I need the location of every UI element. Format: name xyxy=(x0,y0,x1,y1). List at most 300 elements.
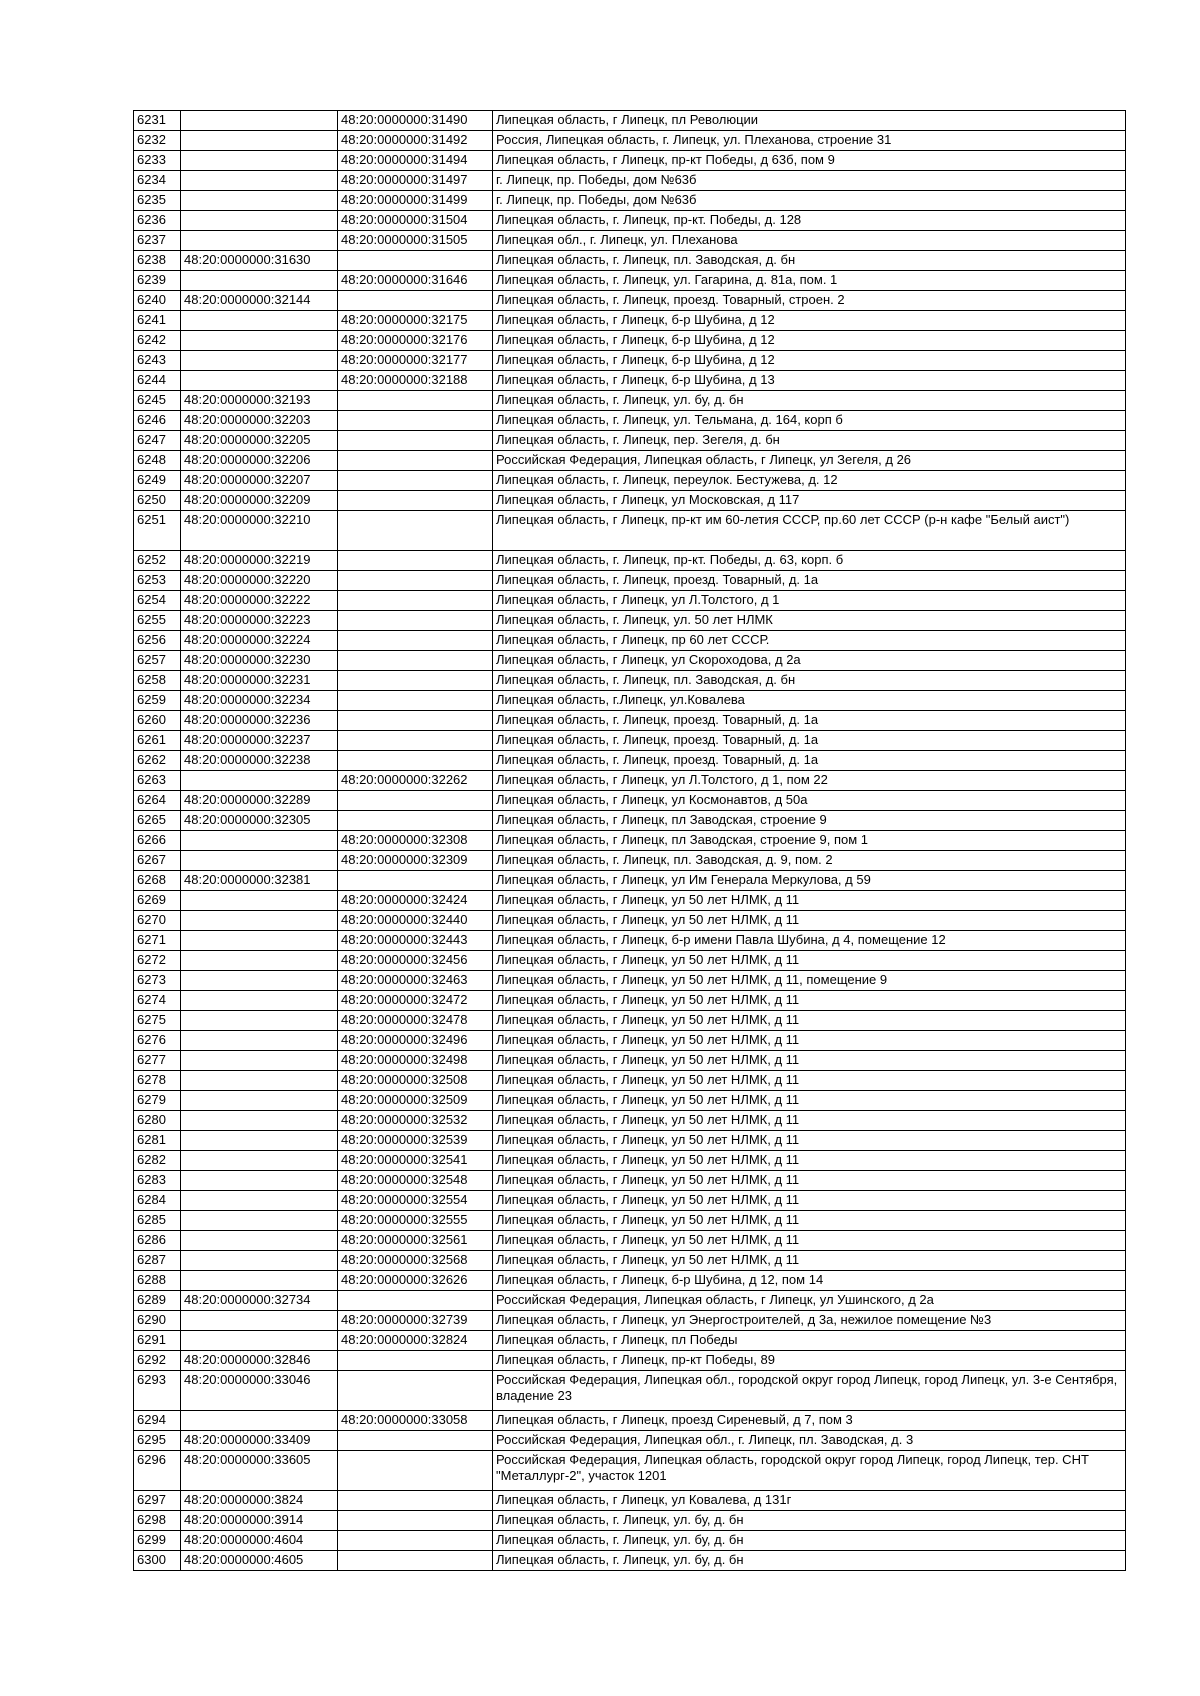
table-row xyxy=(134,1171,1126,1191)
table-row xyxy=(134,851,1126,871)
row-number-cell: 6243 xyxy=(134,351,181,371)
address-cell: г. Липецк, пр. Победы, дом №63б xyxy=(493,191,1126,211)
table-row xyxy=(134,631,1126,651)
table-row xyxy=(134,591,1126,611)
table-row xyxy=(134,891,1126,911)
cadastral-number-cell: 48:20:0000000:32205 xyxy=(181,431,338,451)
row-number-cell: 6295 xyxy=(134,1431,181,1451)
row-number-cell: 6288 xyxy=(134,1271,181,1291)
object-cadastral-number-cell xyxy=(338,551,493,571)
cadastral-number-cell xyxy=(181,351,338,371)
cadastral-number-cell xyxy=(181,771,338,791)
object-cadastral-number-cell xyxy=(338,1291,493,1311)
table-row xyxy=(134,1151,1126,1171)
address-cell: Липецкая область, г Липецк, ул 50 лет НЛМК, д 11 xyxy=(493,1051,1126,1071)
table-row xyxy=(134,331,1126,351)
cadastral-number-cell: 48:20:0000000:32846 xyxy=(181,1351,338,1371)
address-cell: Липецкая область, г. Липецк, ул. бу, д. бн xyxy=(493,1551,1126,1571)
cadastral-number-cell: 48:20:0000000:3824 xyxy=(181,1491,338,1511)
row-number-cell: 6259 xyxy=(134,691,181,711)
address-cell: Липецкая область, г. Липецк, ул. 50 лет НЛМК xyxy=(493,611,1126,631)
cadastral-number-cell: 48:20:0000000:32207 xyxy=(181,471,338,491)
address-cell: Липецкая область, г. Липецк, пл. Заводская, д. бн xyxy=(493,671,1126,691)
row-number-cell: 6244 xyxy=(134,371,181,391)
address-cell: Липецкая область, г Липецк, ул 50 лет НЛМК, д 11 xyxy=(493,1151,1126,1171)
address-cell: Липецкая область, г Липецк, ул Скороходова, д 2а xyxy=(493,651,1126,671)
cadastral-number-cell: 48:20:0000000:33046 xyxy=(181,1371,338,1411)
address-cell: Российская Федерация, Липецкая область, г Липецк, ул Ушинского, д 2а xyxy=(493,1291,1126,1311)
row-number-cell: 6260 xyxy=(134,711,181,731)
object-cadastral-number-cell xyxy=(338,471,493,491)
cadastral-number-cell: 48:20:0000000:32209 xyxy=(181,491,338,511)
address-cell: Липецкая обл., г. Липецк, ул. Плеханова xyxy=(493,231,1126,251)
object-cadastral-number-cell: 48:20:0000000:31494 xyxy=(338,151,493,171)
cadastral-number-cell xyxy=(181,1051,338,1071)
row-number-cell: 6277 xyxy=(134,1051,181,1071)
object-cadastral-number-cell xyxy=(338,571,493,591)
address-cell: Липецкая область, г Липецк, проезд Сиреневый, д 7, пом 3 xyxy=(493,1411,1126,1431)
cadastral-number-cell xyxy=(181,1271,338,1291)
cadastral-number-cell xyxy=(181,1171,338,1191)
row-number-cell: 6255 xyxy=(134,611,181,631)
table-row xyxy=(134,1531,1126,1551)
row-number-cell: 6290 xyxy=(134,1311,181,1331)
address-cell: Липецкая область, г Липецк, ул 50 лет НЛМК, д 11 xyxy=(493,1211,1126,1231)
cadastral-number-cell: 48:20:0000000:33605 xyxy=(181,1451,338,1491)
object-cadastral-number-cell: 48:20:0000000:32456 xyxy=(338,951,493,971)
address-cell: Липецкая область, г. Липецк, ул. Тельмана, д. 164, корп б xyxy=(493,411,1126,431)
row-number-cell: 6271 xyxy=(134,931,181,951)
row-number-cell: 6247 xyxy=(134,431,181,451)
address-cell: Липецкая область, г Липецк, ул 50 лет НЛМК, д 11 xyxy=(493,1171,1126,1191)
table-row xyxy=(134,311,1126,331)
cadastral-number-cell: 48:20:0000000:32381 xyxy=(181,871,338,891)
address-cell: Липецкая область, г. Липецк, ул. бу, д. бн xyxy=(493,1531,1126,1551)
table-row xyxy=(134,1291,1126,1311)
object-cadastral-number-cell xyxy=(338,871,493,891)
object-cadastral-number-cell xyxy=(338,1431,493,1451)
address-cell: Липецкая область, г. Липецк, проезд. Товарный, строен. 2 xyxy=(493,291,1126,311)
row-number-cell: 6280 xyxy=(134,1111,181,1131)
address-cell: Липецкая область, г. Липецк, переулок. Бестужева, д. 12 xyxy=(493,471,1126,491)
cadastral-number-cell xyxy=(181,1131,338,1151)
cadastral-number-cell xyxy=(181,171,338,191)
row-number-cell: 6238 xyxy=(134,251,181,271)
object-cadastral-number-cell: 48:20:0000000:31646 xyxy=(338,271,493,291)
address-cell: Липецкая область, г Липецк, ул Энергостроителей, д 3а, нежилое помещение №3 xyxy=(493,1311,1126,1331)
object-cadastral-number-cell: 48:20:0000000:32309 xyxy=(338,851,493,871)
address-cell: Липецкая область, г. Липецк, проезд. Товарный, д. 1а xyxy=(493,571,1126,591)
table-row xyxy=(134,1271,1126,1291)
object-cadastral-number-cell xyxy=(338,1451,493,1491)
object-cadastral-number-cell xyxy=(338,751,493,771)
table-row xyxy=(134,1131,1126,1151)
cadastral-number-cell xyxy=(181,191,338,211)
object-cadastral-number-cell xyxy=(338,511,493,551)
row-number-cell: 6264 xyxy=(134,791,181,811)
table-row xyxy=(134,1451,1126,1491)
cadastral-register-table xyxy=(133,110,1126,1571)
address-cell: Липецкая область, г Липецк, б-р Шубина, д 13 xyxy=(493,371,1126,391)
row-number-cell: 6235 xyxy=(134,191,181,211)
row-number-cell: 6266 xyxy=(134,831,181,851)
address-cell: Липецкая область, г Липецк, ул Л.Толстого, д 1 xyxy=(493,591,1126,611)
cadastral-number-cell: 48:20:0000000:32203 xyxy=(181,411,338,431)
cadastral-number-cell: 48:20:0000000:32305 xyxy=(181,811,338,831)
row-number-cell: 6263 xyxy=(134,771,181,791)
cadastral-number-cell xyxy=(181,1091,338,1111)
cadastral-number-cell xyxy=(181,1411,338,1431)
object-cadastral-number-cell: 48:20:0000000:32424 xyxy=(338,891,493,911)
cadastral-number-cell xyxy=(181,231,338,251)
row-number-cell: 6242 xyxy=(134,331,181,351)
cadastral-number-cell: 48:20:0000000:32234 xyxy=(181,691,338,711)
object-cadastral-number-cell: 48:20:0000000:32541 xyxy=(338,1151,493,1171)
table-row xyxy=(134,791,1126,811)
object-cadastral-number-cell xyxy=(338,1511,493,1531)
table-row xyxy=(134,711,1126,731)
object-cadastral-number-cell xyxy=(338,691,493,711)
table-row xyxy=(134,571,1126,591)
row-number-cell: 6289 xyxy=(134,1291,181,1311)
table-row xyxy=(134,1491,1126,1511)
address-cell: Липецкая область, г Липецк, б-р Шубина, д 12 xyxy=(493,351,1126,371)
address-cell: Российская Федерация, Липецкая область, городской округ город Липецк, город Липецк, тер. СНТ "Металлург-2", участок 1201 xyxy=(493,1451,1126,1491)
row-number-cell: 6275 xyxy=(134,1011,181,1031)
cadastral-number-cell: 48:20:0000000:32236 xyxy=(181,711,338,731)
address-cell: Липецкая область, г Липецк, ул 50 лет НЛМК, д 11 xyxy=(493,911,1126,931)
cadastral-number-cell xyxy=(181,1311,338,1331)
table-row xyxy=(134,191,1126,211)
table-body xyxy=(134,111,1126,1571)
cadastral-number-cell: 48:20:0000000:4605 xyxy=(181,1551,338,1571)
table-row xyxy=(134,1071,1126,1091)
table-row xyxy=(134,291,1126,311)
table-row xyxy=(134,831,1126,851)
row-number-cell: 6287 xyxy=(134,1251,181,1271)
row-number-cell: 6294 xyxy=(134,1411,181,1431)
address-cell: Липецкая область, г Липецк, б-р Шубина, д 12 xyxy=(493,311,1126,331)
table-row xyxy=(134,911,1126,931)
table-row xyxy=(134,671,1126,691)
cadastral-number-cell: 48:20:0000000:32219 xyxy=(181,551,338,571)
row-number-cell: 6285 xyxy=(134,1211,181,1231)
cadastral-number-cell xyxy=(181,1071,338,1091)
object-cadastral-number-cell: 48:20:0000000:32548 xyxy=(338,1171,493,1191)
object-cadastral-number-cell: 48:20:0000000:32176 xyxy=(338,331,493,351)
address-cell: Липецкая область, г Липецк, пл Победы xyxy=(493,1331,1126,1351)
table-row xyxy=(134,751,1126,771)
cadastral-number-cell xyxy=(181,911,338,931)
cadastral-number-cell: 48:20:0000000:33409 xyxy=(181,1431,338,1451)
address-cell: г. Липецк, пр. Победы, дом №63б xyxy=(493,171,1126,191)
cadastral-number-cell xyxy=(181,1251,338,1271)
cadastral-number-cell xyxy=(181,991,338,1011)
row-number-cell: 6268 xyxy=(134,871,181,891)
table-row xyxy=(134,991,1126,1011)
row-number-cell: 6232 xyxy=(134,131,181,151)
cadastral-number-cell xyxy=(181,311,338,331)
object-cadastral-number-cell xyxy=(338,671,493,691)
object-cadastral-number-cell: 48:20:0000000:32478 xyxy=(338,1011,493,1031)
row-number-cell: 6282 xyxy=(134,1151,181,1171)
row-number-cell: 6254 xyxy=(134,591,181,611)
table-row xyxy=(134,511,1126,551)
object-cadastral-number-cell xyxy=(338,1551,493,1571)
object-cadastral-number-cell: 48:20:0000000:31497 xyxy=(338,171,493,191)
table-row xyxy=(134,1251,1126,1271)
row-number-cell: 6257 xyxy=(134,651,181,671)
table-row xyxy=(134,231,1126,251)
row-number-cell: 6234 xyxy=(134,171,181,191)
object-cadastral-number-cell: 48:20:0000000:32824 xyxy=(338,1331,493,1351)
address-cell: Липецкая область, г. Липецк, пр-кт. Победы, д. 63, корп. б xyxy=(493,551,1126,571)
cadastral-number-cell: 48:20:0000000:32223 xyxy=(181,611,338,631)
address-cell: Липецкая область, г Липецк, пл Заводская, строение 9 xyxy=(493,811,1126,831)
row-number-cell: 6279 xyxy=(134,1091,181,1111)
cadastral-number-cell xyxy=(181,1231,338,1251)
row-number-cell: 6250 xyxy=(134,491,181,511)
row-number-cell: 6246 xyxy=(134,411,181,431)
object-cadastral-number-cell: 48:20:0000000:31504 xyxy=(338,211,493,231)
row-number-cell: 6274 xyxy=(134,991,181,1011)
row-number-cell: 6286 xyxy=(134,1231,181,1251)
table-row xyxy=(134,1191,1126,1211)
row-number-cell: 6296 xyxy=(134,1451,181,1491)
table-row xyxy=(134,1511,1126,1531)
row-number-cell: 6293 xyxy=(134,1371,181,1411)
object-cadastral-number-cell: 48:20:0000000:32509 xyxy=(338,1091,493,1111)
address-cell: Липецкая область, г Липецк, ул Московская, д 117 xyxy=(493,491,1126,511)
object-cadastral-number-cell xyxy=(338,1351,493,1371)
cadastral-number-cell: 48:20:0000000:32231 xyxy=(181,671,338,691)
object-cadastral-number-cell: 48:20:0000000:32443 xyxy=(338,931,493,951)
row-number-cell: 6253 xyxy=(134,571,181,591)
address-cell: Липецкая область, г Липецк, ул Им Генерала Меркулова, д 59 xyxy=(493,871,1126,891)
table-row xyxy=(134,1031,1126,1051)
row-number-cell: 6249 xyxy=(134,471,181,491)
row-number-cell: 6300 xyxy=(134,1551,181,1571)
row-number-cell: 6297 xyxy=(134,1491,181,1511)
object-cadastral-number-cell: 48:20:0000000:32262 xyxy=(338,771,493,791)
table-row xyxy=(134,491,1126,511)
table-row xyxy=(134,211,1126,231)
table-row xyxy=(134,651,1126,671)
address-cell: Липецкая область, г Липецк, ул 50 лет НЛМК, д 11 xyxy=(493,1031,1126,1051)
row-number-cell: 6239 xyxy=(134,271,181,291)
object-cadastral-number-cell xyxy=(338,291,493,311)
row-number-cell: 6273 xyxy=(134,971,181,991)
object-cadastral-number-cell: 48:20:0000000:32739 xyxy=(338,1311,493,1331)
cadastral-number-cell xyxy=(181,1151,338,1171)
row-number-cell: 6265 xyxy=(134,811,181,831)
cadastral-number-cell: 48:20:0000000:32220 xyxy=(181,571,338,591)
object-cadastral-number-cell xyxy=(338,251,493,271)
object-cadastral-number-cell xyxy=(338,611,493,631)
cadastral-number-cell xyxy=(181,851,338,871)
cadastral-number-cell xyxy=(181,931,338,951)
cadastral-number-cell: 48:20:0000000:31630 xyxy=(181,251,338,271)
object-cadastral-number-cell xyxy=(338,731,493,751)
address-cell: Липецкая область, г Липецк, пр-кт Победы, д 63б, пом 9 xyxy=(493,151,1126,171)
address-cell: Липецкая область, г Липецк, ул 50 лет НЛМК, д 11 xyxy=(493,1011,1126,1031)
table-row xyxy=(134,111,1126,131)
object-cadastral-number-cell: 48:20:0000000:32626 xyxy=(338,1271,493,1291)
row-number-cell: 6262 xyxy=(134,751,181,771)
table-row xyxy=(134,411,1126,431)
table-row xyxy=(134,471,1126,491)
object-cadastral-number-cell xyxy=(338,1371,493,1411)
row-number-cell: 6299 xyxy=(134,1531,181,1551)
cadastral-number-cell: 48:20:0000000:3914 xyxy=(181,1511,338,1531)
address-cell: Липецкая область, г Липецк, ул 50 лет НЛМК, д 11 xyxy=(493,1251,1126,1271)
object-cadastral-number-cell: 48:20:0000000:31492 xyxy=(338,131,493,151)
row-number-cell: 6252 xyxy=(134,551,181,571)
row-number-cell: 6272 xyxy=(134,951,181,971)
cadastral-number-cell: 48:20:0000000:32238 xyxy=(181,751,338,771)
cadastral-number-cell xyxy=(181,111,338,131)
row-number-cell: 6284 xyxy=(134,1191,181,1211)
object-cadastral-number-cell: 48:20:0000000:33058 xyxy=(338,1411,493,1431)
cadastral-number-cell xyxy=(181,1031,338,1051)
object-cadastral-number-cell: 48:20:0000000:32188 xyxy=(338,371,493,391)
table-row xyxy=(134,271,1126,291)
row-number-cell: 6291 xyxy=(134,1331,181,1351)
cadastral-number-cell: 48:20:0000000:32144 xyxy=(181,291,338,311)
object-cadastral-number-cell xyxy=(338,451,493,471)
table-row xyxy=(134,771,1126,791)
object-cadastral-number-cell xyxy=(338,631,493,651)
row-number-cell: 6245 xyxy=(134,391,181,411)
table-row xyxy=(134,1211,1126,1231)
address-cell: Липецкая область, г. Липецк, проезд. Товарный, д. 1а xyxy=(493,731,1126,751)
object-cadastral-number-cell: 48:20:0000000:32568 xyxy=(338,1251,493,1271)
table-row xyxy=(134,251,1126,271)
row-number-cell: 6236 xyxy=(134,211,181,231)
address-cell: Липецкая область, г Липецк, пл Революции xyxy=(493,111,1126,131)
address-cell: Липецкая область, г. Липецк, проезд. Товарный, д. 1а xyxy=(493,751,1126,771)
address-cell: Липецкая область, г. Липецк, ул. Гагарина, д. 81а, пом. 1 xyxy=(493,271,1126,291)
table-row xyxy=(134,731,1126,751)
row-number-cell: 6283 xyxy=(134,1171,181,1191)
cadastral-number-cell: 48:20:0000000:32206 xyxy=(181,451,338,471)
table-row xyxy=(134,151,1126,171)
table-row xyxy=(134,1091,1126,1111)
address-cell: Липецкая область, г Липецк, ул Ковалева, д 131г xyxy=(493,1491,1126,1511)
address-cell: Липецкая область, г Липецк, ул 50 лет НЛМК, д 11 xyxy=(493,1071,1126,1091)
object-cadastral-number-cell: 48:20:0000000:31499 xyxy=(338,191,493,211)
table-row xyxy=(134,691,1126,711)
address-cell: Липецкая область, г Липецк, б-р Шубина, д 12, пом 14 xyxy=(493,1271,1126,1291)
object-cadastral-number-cell: 48:20:0000000:32532 xyxy=(338,1111,493,1131)
cadastral-number-cell xyxy=(181,331,338,351)
object-cadastral-number-cell xyxy=(338,491,493,511)
address-cell: Российская Федерация, Липецкая обл., городской округ город Липецк, город Липецк, ул. 3-е Сентября, владение 23 xyxy=(493,1371,1126,1411)
address-cell: Липецкая область, г. Липецк, пер. Зегеля, д. бн xyxy=(493,431,1126,451)
cadastral-number-cell xyxy=(181,1191,338,1211)
address-cell: Липецкая область, г Липецк, ул 50 лет НЛМК, д 11 xyxy=(493,991,1126,1011)
address-cell: Липецкая область, г.Липецк, ул.Ковалева xyxy=(493,691,1126,711)
object-cadastral-number-cell xyxy=(338,811,493,831)
object-cadastral-number-cell: 48:20:0000000:32561 xyxy=(338,1231,493,1251)
row-number-cell: 6278 xyxy=(134,1071,181,1091)
table-row xyxy=(134,1431,1126,1451)
table-row xyxy=(134,1351,1126,1371)
row-number-cell: 6258 xyxy=(134,671,181,691)
cadastral-number-cell: 48:20:0000000:32224 xyxy=(181,631,338,651)
row-number-cell: 6256 xyxy=(134,631,181,651)
object-cadastral-number-cell: 48:20:0000000:32440 xyxy=(338,911,493,931)
table-row xyxy=(134,171,1126,191)
table-row xyxy=(134,551,1126,571)
row-number-cell: 6269 xyxy=(134,891,181,911)
table-row xyxy=(134,1051,1126,1071)
address-cell: Липецкая область, г Липецк, пр-кт Победы, 89 xyxy=(493,1351,1126,1371)
row-number-cell: 6231 xyxy=(134,111,181,131)
table-row xyxy=(134,1411,1126,1431)
cadastral-number-cell: 48:20:0000000:32210 xyxy=(181,511,338,551)
object-cadastral-number-cell: 48:20:0000000:32508 xyxy=(338,1071,493,1091)
table-row xyxy=(134,1231,1126,1251)
cadastral-number-cell xyxy=(181,1011,338,1031)
address-cell: Российская Федерация, Липецкая обл., г. Липецк, пл. Заводская, д. 3 xyxy=(493,1431,1126,1451)
table-row xyxy=(134,391,1126,411)
table-row xyxy=(134,931,1126,951)
row-number-cell: 6281 xyxy=(134,1131,181,1151)
address-cell: Липецкая область, г Липецк, ул Космонавтов, д 50а xyxy=(493,791,1126,811)
address-cell: Липецкая область, г Липецк, ул 50 лет НЛМК, д 11, помещение 9 xyxy=(493,971,1126,991)
address-cell: Липецкая область, г. Липецк, проезд. Товарный, д. 1а xyxy=(493,711,1126,731)
cadastral-number-cell: 48:20:0000000:32289 xyxy=(181,791,338,811)
table-row xyxy=(134,971,1126,991)
row-number-cell: 6240 xyxy=(134,291,181,311)
address-cell: Липецкая область, г Липецк, ул 50 лет НЛМК, д 11 xyxy=(493,951,1126,971)
row-number-cell: 6276 xyxy=(134,1031,181,1051)
row-number-cell: 6261 xyxy=(134,731,181,751)
table-row xyxy=(134,871,1126,891)
object-cadastral-number-cell: 48:20:0000000:31490 xyxy=(338,111,493,131)
table-row xyxy=(134,451,1126,471)
cadastral-number-cell xyxy=(181,891,338,911)
address-cell: Липецкая область, г Липецк, пл Заводская, строение 9, пом 1 xyxy=(493,831,1126,851)
cadastral-number-cell xyxy=(181,951,338,971)
object-cadastral-number-cell xyxy=(338,431,493,451)
address-cell: Липецкая область, г. Липецк, ул. бу, д. бн xyxy=(493,1511,1126,1531)
row-number-cell: 6237 xyxy=(134,231,181,251)
cadastral-number-cell: 48:20:0000000:32230 xyxy=(181,651,338,671)
cadastral-number-cell xyxy=(181,971,338,991)
object-cadastral-number-cell: 48:20:0000000:32308 xyxy=(338,831,493,851)
table-row xyxy=(134,1311,1126,1331)
row-number-cell: 6233 xyxy=(134,151,181,171)
address-cell: Липецкая область, г Липецк, б-р имени Павла Шубина, д 4, помещение 12 xyxy=(493,931,1126,951)
address-cell: Россия, Липецкая область, г. Липецк, ул. Плеханова, строение 31 xyxy=(493,131,1126,151)
address-cell: Липецкая область, г Липецк, б-р Шубина, д 12 xyxy=(493,331,1126,351)
object-cadastral-number-cell: 48:20:0000000:32554 xyxy=(338,1191,493,1211)
cadastral-number-cell: 48:20:0000000:32222 xyxy=(181,591,338,611)
cadastral-number-cell xyxy=(181,371,338,391)
table-row xyxy=(134,611,1126,631)
object-cadastral-number-cell xyxy=(338,591,493,611)
table-row xyxy=(134,351,1126,371)
cadastral-number-cell xyxy=(181,131,338,151)
object-cadastral-number-cell: 48:20:0000000:31505 xyxy=(338,231,493,251)
table-row xyxy=(134,1331,1126,1351)
object-cadastral-number-cell: 48:20:0000000:32496 xyxy=(338,1031,493,1051)
row-number-cell: 6251 xyxy=(134,511,181,551)
table-row xyxy=(134,371,1126,391)
address-cell: Липецкая область, г Липецк, ул 50 лет НЛМК, д 11 xyxy=(493,1231,1126,1251)
